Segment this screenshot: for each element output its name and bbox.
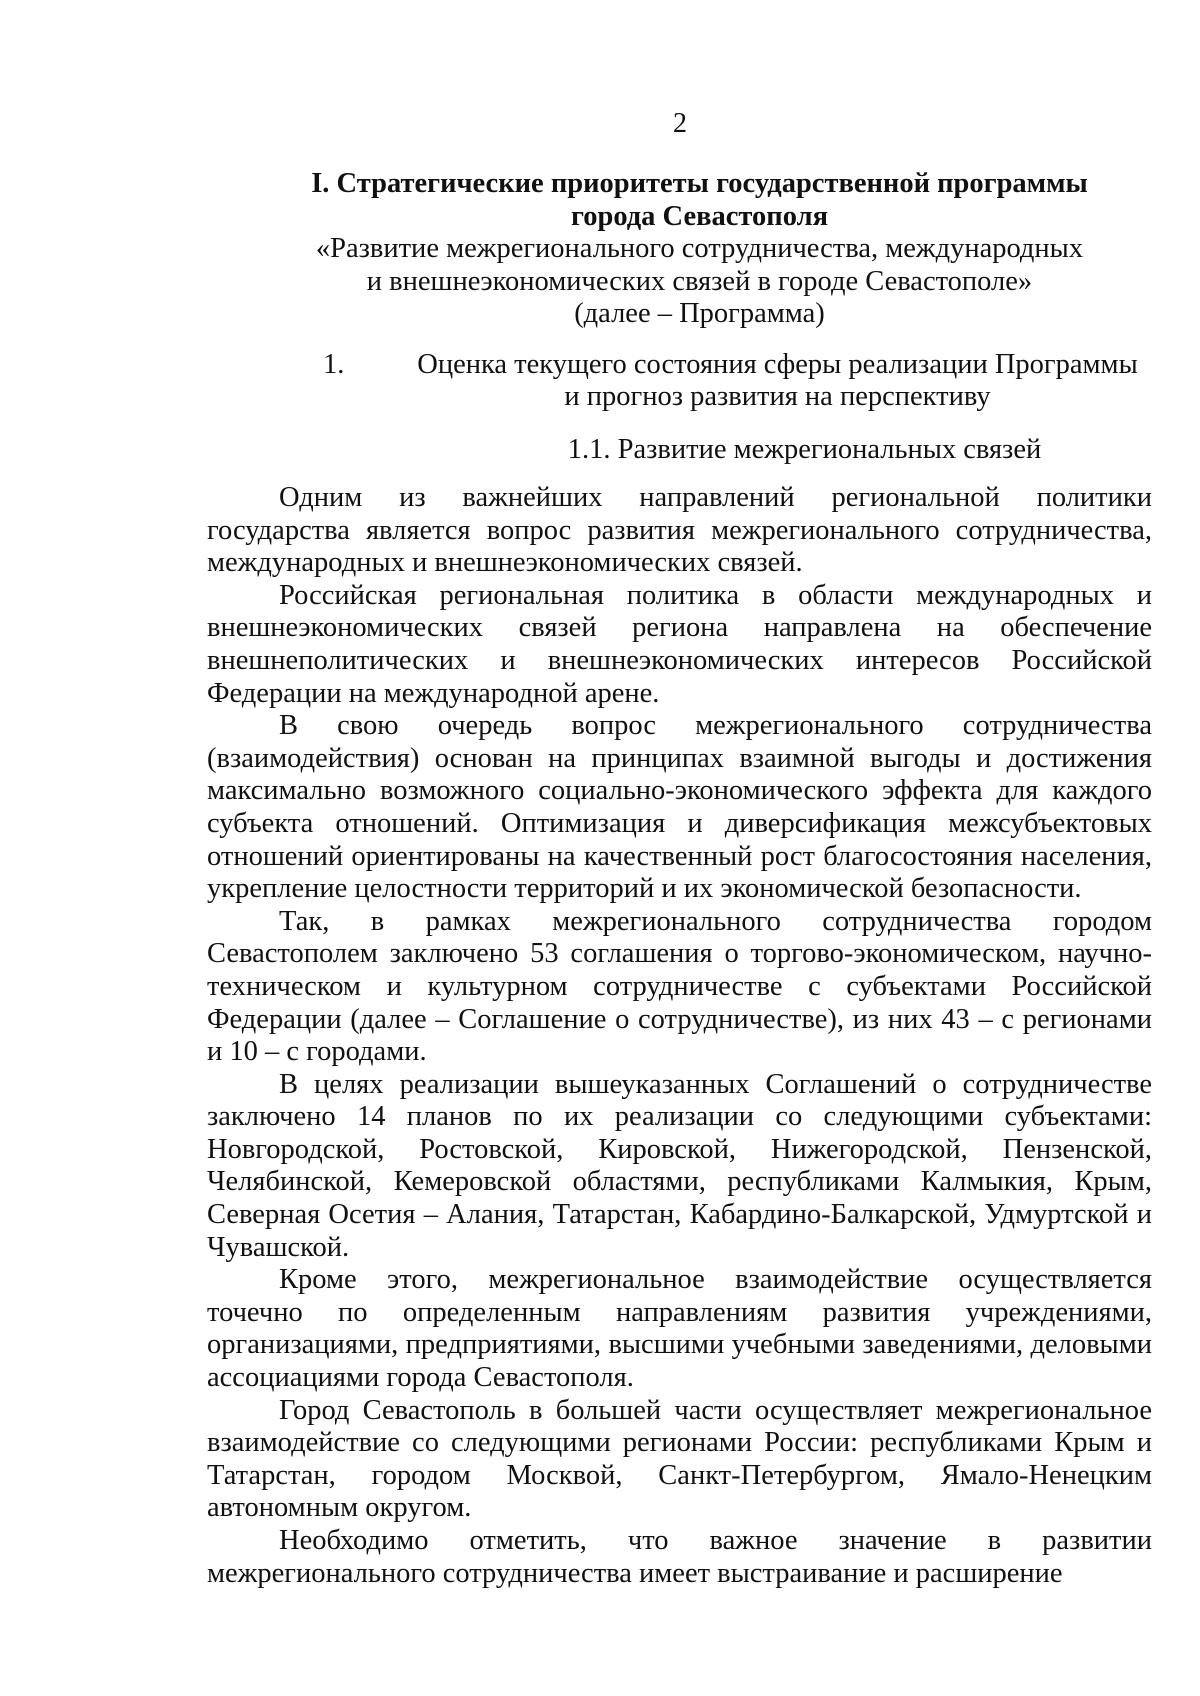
paragraph: Так, в рамках межрегионального сотрудничества городом Севастополем заключено 53 соглашения о торгово-экономическом, научно-техническом и культурном сотрудничестве с субъектами Российской Федерации (далее – Соглашение о сотрудничестве), из них 43 – с регионами и 10 – с городами.: [207, 905, 1152, 1068]
document-content: [207, 168, 1152, 1590]
paragraph: Необходимо отметить, что важное значение в развитии межрегионального сотрудничества имеет выстраивание и расширение: [207, 1525, 1152, 1589]
paragraph: Одним из важнейших направлений региональной политики государства является вопрос развития межрегионального сотрудничества, международных и внешнеэкономических связей.: [207, 482, 1152, 579]
heading-line-1: I. Стратегические приоритеты государственной программы: [311, 168, 1088, 199]
heading-line-4: и внешнеэкономических связей в городе Севастополе»: [366, 265, 1033, 297]
page-number: 2: [673, 108, 687, 139]
section-title-line-2: и прогноз развития на перспективу: [564, 381, 991, 412]
section-heading: [207, 349, 1152, 414]
program-heading: [247, 168, 1152, 331]
subsection-title: 1.1. Развитие межрегиональных связей: [567, 433, 1042, 465]
section-title-line-1: Оценка текущего состояния сферы реализации Программы: [417, 348, 1138, 380]
heading-line-5: (далее – Программа): [574, 298, 825, 329]
heading-line-2: города Севастополя: [570, 200, 828, 232]
paragraph: Кроме этого, межрегиональное взаимодействие осуществляется точечно по определенным направлениям развития учреждениями, организациями, предприятиями, высшими учебными заведениями, деловыми ассоциациями города Севастополя.: [207, 1264, 1152, 1394]
paragraph: Город Севастополь в большей части осуществляет межрегиональное взаимодействие со следующими регионами России: республиками Крым и Татарстан, городом Москвой, Санкт-Петербургом, Ямало-Ненецким автономным округом.: [207, 1394, 1152, 1524]
heading-line-3: «Развитие межрегионального сотрудничества, международных: [315, 233, 1084, 264]
paragraph: Российская региональная политика в области международных и внешнеэкономических связей региона направлена на обеспечение внешнеполитических и внешнеэкономических интересов Российской Федерации на международной арене.: [207, 579, 1152, 709]
section-number: 1.: [323, 348, 345, 380]
body-text: [207, 482, 1152, 1590]
section-title: [413, 349, 1152, 414]
paragraph: В целях реализации вышеуказанных Соглашений о сотрудничестве заключено 14 планов по их реализации со следующими субъектами: Новгородской, Ростовской, Кировской, Нижегородской, Пензенской, Челябинской, Кемеровской областями, республиками Калмыкия, Крым, Северная Осетия – Алания, Татарстан, Кабардино-Балкарской, Удмуртской и Чувашской.: [207, 1068, 1152, 1263]
paragraph: В свою очередь вопрос межрегионального сотрудничества (взаимодействия) основан на принципах взаимной выгоды и достижения максимально возможного социально-экономического эффекта для каждого субъекта отношений. Оптимизация и диверсификация межсубъектовых отношений ориентированы на качественный рост благосостояния населения, укрепление целостности территорий и их экономической безопасности.: [207, 710, 1152, 905]
